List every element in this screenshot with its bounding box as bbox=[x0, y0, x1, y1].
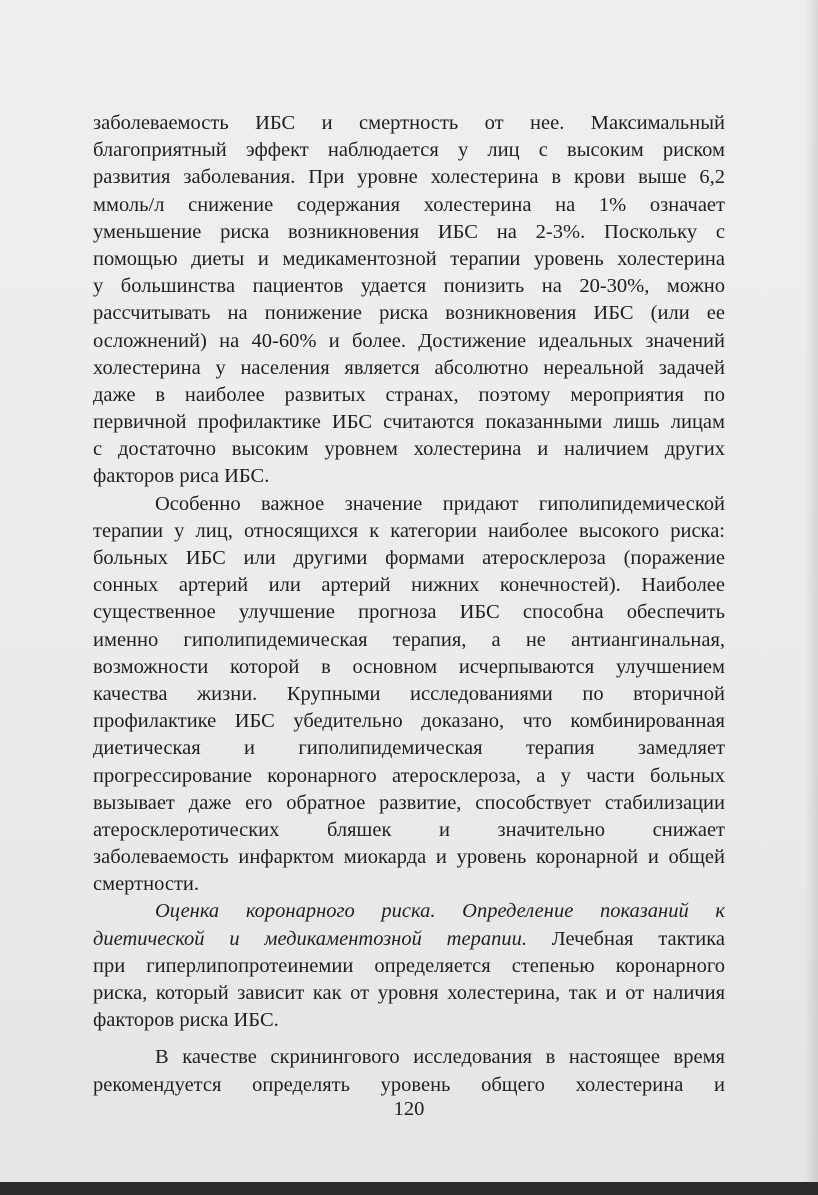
text-line: больных ИБС или другими формами атеросклероза (поражение bbox=[93, 547, 725, 570]
text-line: заболеваемость инфарктом миокарда и уровень коронарной и общей bbox=[93, 846, 725, 869]
text-line: факторов риска ИБС. bbox=[93, 1009, 279, 1032]
text-line: рекомендуется определять уровень общего холестерина и bbox=[93, 1073, 725, 1096]
text-line: качества жизни. Крупными исследованиями по вторичной bbox=[93, 682, 725, 705]
text-line: при гиперлипопротеинемии определяется степенью коронарного bbox=[93, 954, 725, 977]
text-line: ммоль/л снижение содержания холестерина на 1% означает bbox=[93, 193, 725, 216]
text-line: Особенно важное значение придают гиполипидемической bbox=[155, 492, 725, 515]
text-line: холестерина у населения является абсолютно нереальной задачей bbox=[93, 356, 725, 379]
text-line: у большинства пациентов удается понизить на 20-30%, можно bbox=[93, 275, 725, 298]
text-line: прогрессирование коронарного атеросклероза, а у части больных bbox=[93, 764, 725, 787]
text-line: осложнений) на 40-60% и более. Достижение идеальных значений bbox=[93, 329, 725, 352]
text-line: профилактике ИБС убедительно доказано, что комбинированная bbox=[93, 710, 725, 733]
paragraph-4 bbox=[93, 1044, 725, 1098]
text-line: В качестве скринингового исследования в настоящее время bbox=[155, 1046, 725, 1069]
paragraph-1 bbox=[93, 110, 725, 491]
text-line: заболеваемость ИБС и смертность от нее. Максимальный bbox=[93, 112, 725, 134]
body-text bbox=[93, 110, 725, 1099]
page-number: 120 bbox=[393, 1098, 425, 1120]
section-heading-italic: диетической и медикаментозной терапии. bbox=[93, 927, 527, 950]
text-line: с достаточно высоким уровнем холестерина и наличием других bbox=[93, 438, 725, 461]
text-line: факторов риса ИБС. bbox=[93, 465, 270, 488]
text-line: вызывает даже его обратное развитие, способствует стабилизации bbox=[93, 791, 725, 814]
scan-bottom-border bbox=[0, 1182, 818, 1195]
text-line: развития заболевания. При уровне холестерина в крови выше 6,2 bbox=[93, 166, 725, 189]
text-line: возможности которой в основном исчерпываются улучшением bbox=[93, 655, 725, 678]
text-line: именно гиполипидемическая терапия, а не антиангинальная, bbox=[93, 628, 725, 651]
text-line-mixed bbox=[93, 926, 725, 953]
text-line: первичной профилактике ИБС считаются показанными лишь лицам bbox=[93, 411, 725, 434]
paragraph-3 bbox=[93, 898, 725, 1034]
text-line: сонных артерий или артерий нижних конечностей). Наиболее bbox=[93, 574, 725, 597]
text-line: помощью диеты и медикаментозной терапии уровень холестерина bbox=[93, 247, 725, 270]
text-fragment: Лечебная тактика bbox=[526, 927, 725, 950]
text-line: атеросклеротических бляшек и значительно снижает bbox=[93, 818, 725, 841]
text-line: благоприятный эффект наблюдается у лиц с высоким риском bbox=[93, 139, 725, 162]
text-line: риска, который зависит как от уровня холестерина, так и от наличия bbox=[93, 982, 725, 1005]
text-line: терапии у лиц, относящихся к категории наиболее высокого риска: bbox=[93, 519, 725, 542]
text-line: смертности. bbox=[93, 873, 199, 896]
text-line: рассчитывать на понижение риска возникновения ИБС (или ее bbox=[93, 302, 725, 325]
text-line: уменьшение риска возникновения ИБС на 2-3%. Поскольку с bbox=[93, 220, 725, 243]
page-edge-shadow bbox=[804, 0, 818, 1182]
text-line: диетическая и гиполипидемическая терапия замедляет bbox=[93, 737, 725, 760]
text-line: существенное улучшение прогноза ИБС способна обеспечить bbox=[93, 601, 725, 624]
text-line: даже в наиболее развитых странах, поэтому мероприятия по bbox=[93, 383, 725, 406]
paragraph-2 bbox=[93, 491, 725, 899]
section-heading-italic: Оценка коронарного риска. Определение показаний к bbox=[155, 900, 725, 923]
